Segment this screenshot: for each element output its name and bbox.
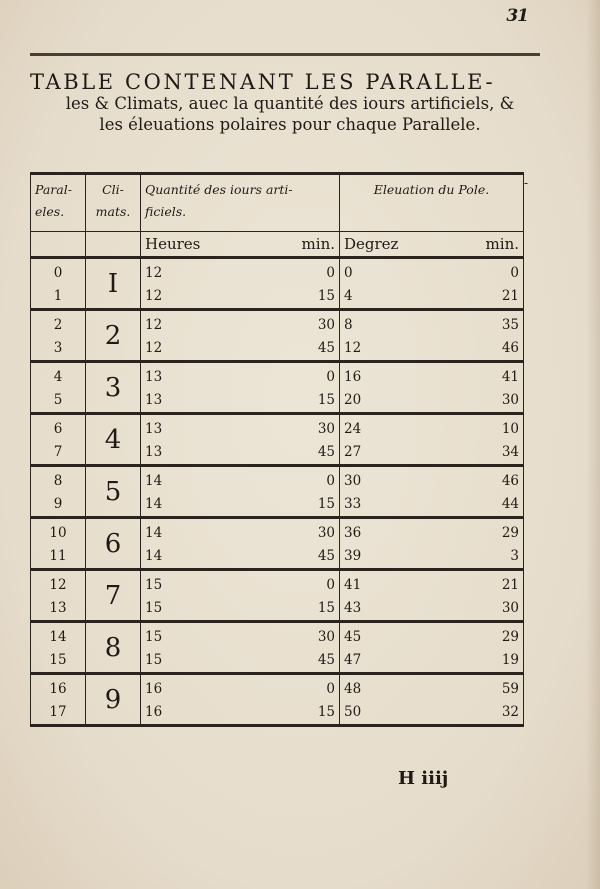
- minutes-value: 30: [317, 317, 335, 333]
- title-line-1: TABLE CONTENANT LES PARALLE-: [30, 70, 496, 94]
- table-row: [31, 570, 524, 622]
- hours-line: [145, 314, 335, 337]
- hours-value: 12: [145, 265, 163, 281]
- climate-cell: 6: [86, 518, 141, 570]
- climate-cell: 9: [86, 674, 141, 726]
- degree-minutes-value: 34: [501, 444, 519, 460]
- degrees-cell: [340, 622, 524, 674]
- degree-minutes-value: 0: [510, 265, 519, 281]
- parallel-number: 5: [53, 392, 63, 408]
- signature-mark: H iiij: [398, 768, 449, 789]
- table-row: [31, 258, 524, 310]
- parallel-cell: [31, 622, 86, 674]
- table-row: [31, 362, 524, 414]
- parallel-cell: [31, 674, 86, 726]
- minutes-value: 45: [317, 340, 335, 356]
- hours-cell: [141, 674, 340, 726]
- degrees-line: [344, 262, 519, 285]
- minutes-value: 15: [317, 392, 335, 408]
- hours-line: [145, 678, 335, 701]
- hours-line: [145, 470, 335, 493]
- degrees-line: [344, 366, 519, 389]
- degrees-line: [344, 597, 519, 620]
- climate-table: [30, 172, 524, 727]
- degrees-value: 33: [344, 496, 362, 512]
- degrees-value: 24: [344, 421, 362, 437]
- degrees-value: 45: [344, 629, 362, 645]
- parallel-number: 11: [49, 548, 67, 564]
- parallel-cell: [31, 310, 86, 362]
- hours-value: 16: [145, 681, 163, 697]
- climate-cell: 8: [86, 622, 141, 674]
- degrees-line: [344, 493, 519, 516]
- degrees-line: [344, 389, 519, 412]
- hours-cell: [141, 414, 340, 466]
- hours-line: [145, 545, 335, 568]
- page-edge-shadow: [586, 0, 600, 889]
- parallel-cell: [31, 258, 86, 310]
- degrees-value: 4: [344, 288, 353, 304]
- degrees-line: [344, 626, 519, 649]
- degrees-line: [344, 314, 519, 337]
- degrees-value: 27: [344, 444, 362, 460]
- degrees-value: 39: [344, 548, 362, 564]
- table-row: [31, 518, 524, 570]
- hours-line: [145, 389, 335, 412]
- minutes-value: 30: [317, 629, 335, 645]
- hours-value: 13: [145, 392, 163, 408]
- degree-minutes-value: 46: [501, 473, 519, 489]
- degrees-line: [344, 470, 519, 493]
- hours-line: [145, 285, 335, 308]
- hours-cell: [141, 570, 340, 622]
- degrees-value: 41: [344, 577, 362, 593]
- degrees-cell: [340, 258, 524, 310]
- degrees-value: 50: [344, 704, 362, 720]
- parallel-number: 9: [53, 496, 63, 512]
- degrees-value: 20: [344, 392, 362, 408]
- minutes-value: 0: [326, 369, 335, 385]
- minutes-value: 15: [317, 704, 335, 720]
- minutes-value: 0: [326, 681, 335, 697]
- subheader-degrees: Degrez min.: [340, 232, 524, 258]
- minutes-value: 15: [317, 496, 335, 512]
- hours-line: [145, 649, 335, 672]
- table-row: [31, 414, 524, 466]
- header-elevation: Eleuation du Pole.: [340, 174, 524, 232]
- climate-cell: I: [86, 258, 141, 310]
- parallel-number: 0: [53, 265, 63, 281]
- parallel-number: 6: [53, 421, 63, 437]
- parallel-number: 16: [49, 681, 67, 697]
- degree-minutes-value: 46: [501, 340, 519, 356]
- parallel-cell: [31, 362, 86, 414]
- degree-minutes-value: 29: [501, 629, 519, 645]
- header-climats: Cli- mats.: [86, 174, 141, 232]
- degrees-line: [344, 574, 519, 597]
- hours-line: [145, 626, 335, 649]
- title-line-2: les & Climats, auec la quantité des iours artificiels, &: [65, 94, 515, 113]
- hours-value: 15: [145, 629, 163, 645]
- degrees-value: 47: [344, 652, 362, 668]
- hours-line: [145, 262, 335, 285]
- hours-value: 14: [145, 548, 163, 564]
- hours-value: 16: [145, 704, 163, 720]
- hours-line: [145, 522, 335, 545]
- hours-cell: [141, 310, 340, 362]
- degrees-line: [344, 285, 519, 308]
- parallel-number: 7: [53, 444, 63, 460]
- parallel-cell: [31, 518, 86, 570]
- degrees-value: 12: [344, 340, 362, 356]
- top-rule: [30, 53, 540, 56]
- degree-minutes-value: 21: [501, 577, 519, 593]
- hours-value: 15: [145, 577, 163, 593]
- degrees-line: [344, 649, 519, 672]
- degrees-line: [344, 522, 519, 545]
- parallel-number: 15: [49, 652, 67, 668]
- table-row: [31, 674, 524, 726]
- hours-cell: [141, 362, 340, 414]
- minutes-value: 45: [317, 652, 335, 668]
- table-body: [31, 258, 524, 726]
- hours-value: 13: [145, 421, 163, 437]
- degrees-cell: [340, 674, 524, 726]
- degrees-cell: [340, 362, 524, 414]
- climate-cell: 4: [86, 414, 141, 466]
- parallel-number: 4: [53, 369, 63, 385]
- degree-minutes-value: 10: [501, 421, 519, 437]
- hours-value: 13: [145, 369, 163, 385]
- hours-cell: [141, 622, 340, 674]
- degree-minutes-value: 29: [501, 525, 519, 541]
- parallel-number: 8: [53, 473, 63, 489]
- hours-cell: [141, 258, 340, 310]
- header-paralleles: Paral- eles.: [31, 174, 86, 232]
- table-row: [31, 622, 524, 674]
- degree-minutes-value: 30: [501, 392, 519, 408]
- minutes-value: 45: [317, 444, 335, 460]
- hours-value: 15: [145, 600, 163, 616]
- degrees-value: 0: [344, 265, 353, 281]
- degrees-value: 16: [344, 369, 362, 385]
- parallel-number: 10: [49, 525, 67, 541]
- degree-minutes-value: 32: [501, 704, 519, 720]
- climate-cell: 5: [86, 466, 141, 518]
- degrees-line: [344, 678, 519, 701]
- parallel-cell: [31, 414, 86, 466]
- page-number: 31: [506, 6, 528, 26]
- parallel-number: 12: [49, 577, 67, 593]
- degree-minutes-value: 30: [501, 600, 519, 616]
- degrees-cell: [340, 310, 524, 362]
- hours-value: 12: [145, 317, 163, 333]
- degrees-cell: [340, 466, 524, 518]
- degrees-line: [344, 701, 519, 724]
- degrees-value: 30: [344, 473, 362, 489]
- degrees-cell: [340, 518, 524, 570]
- subheader-empty-2: [86, 232, 141, 258]
- hours-line: [145, 701, 335, 724]
- degrees-line: [344, 545, 519, 568]
- hours-line: [145, 337, 335, 360]
- climate-cell: 3: [86, 362, 141, 414]
- parallel-number: 13: [49, 600, 67, 616]
- degrees-value: 48: [344, 681, 362, 697]
- parallel-number: 14: [49, 629, 67, 645]
- minutes-value: 15: [317, 288, 335, 304]
- title-line-3: les éleuations polaires pour chaque Parallele.: [99, 115, 481, 134]
- parallel-number: 3: [53, 340, 63, 356]
- minutes-value: 0: [326, 473, 335, 489]
- degree-minutes-value: 3: [510, 548, 519, 564]
- hours-line: [145, 597, 335, 620]
- parallel-number: 1: [53, 288, 63, 304]
- hours-value: 12: [145, 288, 163, 304]
- degrees-cell: [340, 570, 524, 622]
- hours-line: [145, 574, 335, 597]
- minutes-value: 30: [317, 421, 335, 437]
- margin-mark: -: [524, 176, 529, 190]
- table-row: [31, 310, 524, 362]
- parallel-cell: [31, 466, 86, 518]
- degrees-value: 36: [344, 525, 362, 541]
- hours-cell: [141, 518, 340, 570]
- minutes-value: 0: [326, 265, 335, 281]
- data-table: [30, 172, 524, 727]
- degree-minutes-value: 41: [501, 369, 519, 385]
- degree-minutes-value: 21: [501, 288, 519, 304]
- hours-value: 14: [145, 496, 163, 512]
- degrees-value: 8: [344, 317, 353, 333]
- subheader-hours: Heures min.: [141, 232, 340, 258]
- minutes-value: 30: [317, 525, 335, 541]
- parallel-number: 2: [53, 317, 63, 333]
- minutes-value: 45: [317, 548, 335, 564]
- hours-line: [145, 366, 335, 389]
- minutes-value: 0: [326, 577, 335, 593]
- hours-value: 12: [145, 340, 163, 356]
- degree-minutes-value: 44: [501, 496, 519, 512]
- table-row: [31, 466, 524, 518]
- degrees-line: [344, 441, 519, 464]
- hours-line: [145, 493, 335, 516]
- hours-line: [145, 418, 335, 441]
- hours-value: 14: [145, 473, 163, 489]
- hours-cell: [141, 466, 340, 518]
- climate-cell: 2: [86, 310, 141, 362]
- degree-minutes-value: 59: [501, 681, 519, 697]
- hours-line: [145, 441, 335, 464]
- degrees-cell: [340, 414, 524, 466]
- degree-minutes-value: 35: [501, 317, 519, 333]
- degree-minutes-value: 19: [501, 652, 519, 668]
- subheader-empty-1: [31, 232, 86, 258]
- table-title: [30, 72, 550, 135]
- header-quantite: Quantité des iours arti- ficiels.: [141, 174, 340, 232]
- hours-value: 13: [145, 444, 163, 460]
- minutes-value: 15: [317, 600, 335, 616]
- header-row: [31, 174, 524, 232]
- degrees-line: [344, 418, 519, 441]
- subheader-row: [31, 232, 524, 258]
- hours-value: 15: [145, 652, 163, 668]
- parallel-number: 17: [49, 704, 67, 720]
- degrees-value: 43: [344, 600, 362, 616]
- parallel-cell: [31, 570, 86, 622]
- degrees-line: [344, 337, 519, 360]
- hours-value: 14: [145, 525, 163, 541]
- climate-cell: 7: [86, 570, 141, 622]
